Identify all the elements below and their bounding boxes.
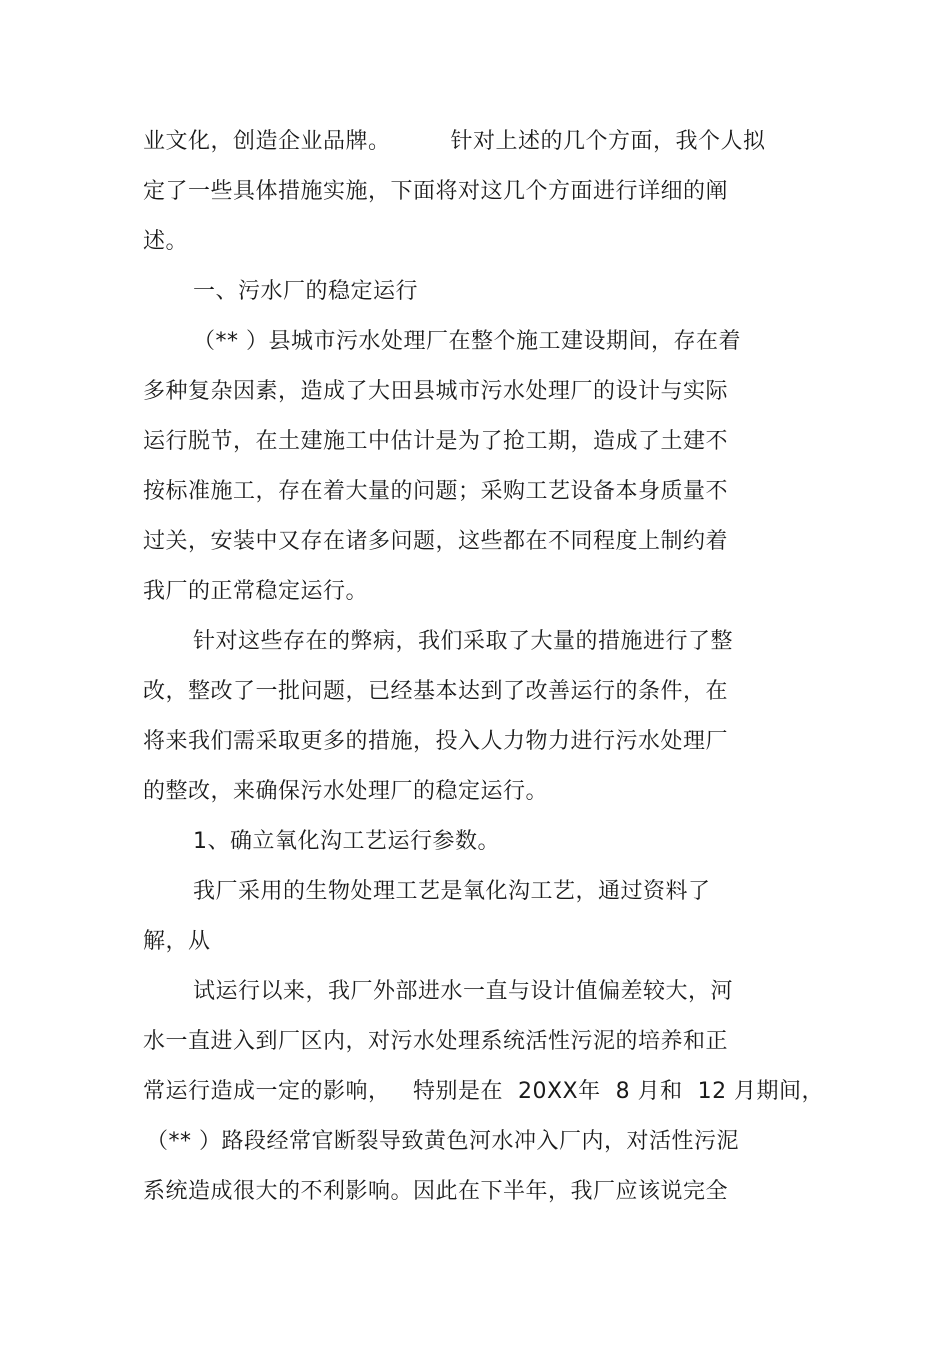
body-text-line: 运行脱节，在土建施工中估计是为了抢工期，造成了土建不	[143, 429, 729, 454]
body-text-line: 按标准施工，存在着大量的问题；采购工艺设备本身质量不	[143, 479, 729, 504]
body-text-line: 过关，安装中又存在诸多问题，这些都在不同程度上制约着	[143, 529, 729, 554]
body-text-line: 针对这些存在的弊病，我们采取了大量的措施进行了整	[193, 629, 734, 654]
body-text-line: 改，整改了一批问题，已经基本达到了改善运行的条件，在	[143, 679, 729, 704]
body-text-line: 系统造成很大的不利影响。因此在下半年，我厂应该说完全	[143, 1179, 729, 1204]
body-text-line: 水一直进入到厂区内，对污水处理系统活性污泥的培养和正	[143, 1029, 729, 1054]
body-text-line: 的整改，来确保污水处理厂的稳定运行。	[143, 779, 549, 804]
body-text-line: 解，从	[143, 929, 211, 954]
body-text-line: 常运行造成一定的影响， 特别是在 20XX年 8 月和 12 月期间，	[143, 1079, 825, 1104]
body-text-line: 业文化，创造企业品牌。 针对上述的几个方面，我个人拟	[143, 129, 766, 154]
section-heading: 一、污水厂的稳定运行	[193, 279, 419, 304]
body-text-line: 述。	[143, 229, 189, 254]
body-text-line: 我厂采用的生物处理工艺是氧化沟工艺，通过资料了	[193, 879, 711, 904]
body-text-line: 将来我们需采取更多的措施，投入人力物力进行污水处理厂	[143, 729, 729, 754]
body-text-line: 试运行以来，我厂外部进水一直与设计值偏差较大，河	[193, 979, 734, 1004]
body-text-line: （** ）县城市污水处理厂在整个施工建设期间，存在着	[193, 329, 741, 354]
body-text-line: 多种复杂因素，造成了大田县城市污水处理厂的设计与实际	[143, 379, 729, 404]
subsection-heading: 1、确立氧化沟工艺运行参数。	[193, 829, 500, 854]
body-text-line: 我厂的正常稳定运行。	[143, 579, 369, 604]
body-text-line: （** ）路段经常官断裂导致黄色河水冲入厂内，对活性污泥	[146, 1129, 739, 1154]
body-text-line: 定了一些具体措施实施，下面将对这几个方面进行详细的阐	[143, 179, 729, 204]
